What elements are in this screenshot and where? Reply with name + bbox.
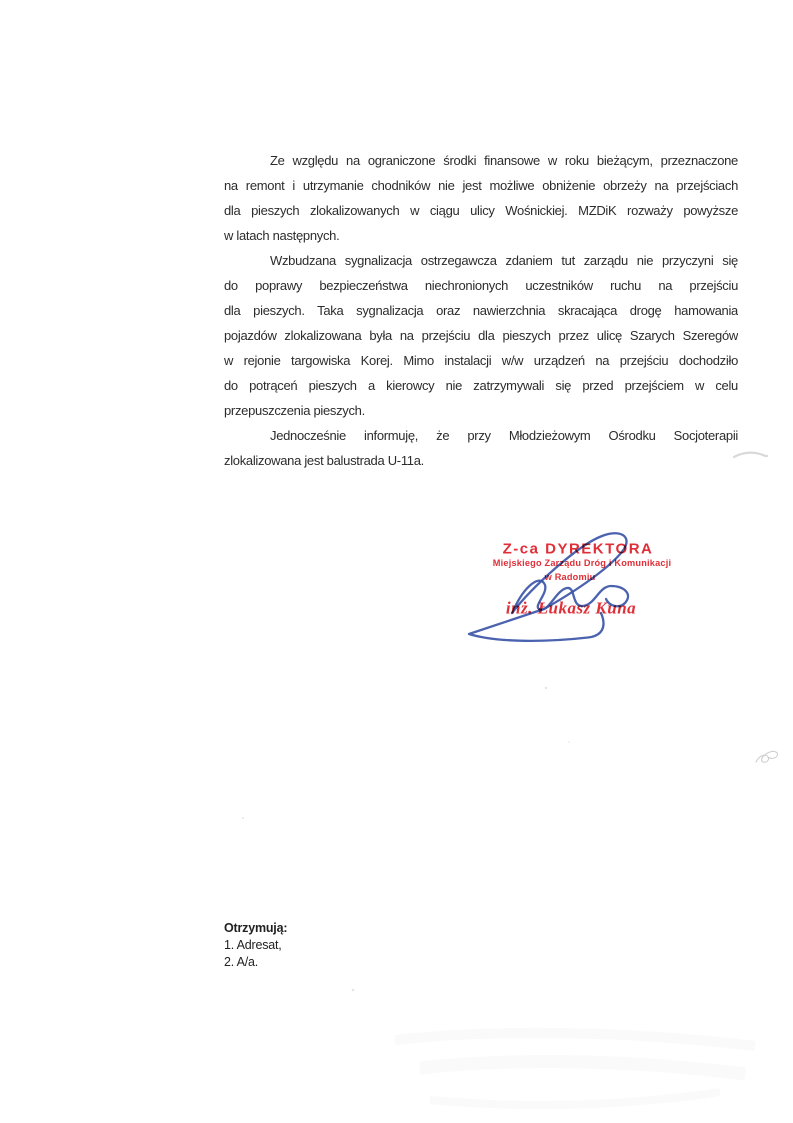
text-line: zlokalizowana jest balustrada U-11a. [224, 453, 424, 468]
scan-speck [568, 741, 570, 743]
scan-ghost-streak [430, 1092, 720, 1105]
scan-ghost-streak [420, 1061, 745, 1074]
text-line: do poprawy bezpieczeństwa niechronionych uczestników ruchu na przejściu [224, 278, 738, 293]
text-line: dla pieszych. Taka sygnalizacja oraz nawierzchnia skracająca drogę hamowania [224, 303, 738, 318]
text-line: na remont i utrzymanie chodników nie jest możliwe obniżenie obrzeży na przejściach [224, 178, 738, 193]
text-line: Jednocześnie informuję, że przy Młodzieżowym Ośrodku Socjoterapii [270, 428, 738, 443]
distribution-list [224, 920, 287, 971]
scan-speck [242, 817, 244, 819]
text-line: dla pieszych zlokalizowanych w ciągu ulicy Wośnickiej. MZDiK rozważy powyższe [224, 203, 738, 218]
text-line: w latach następnych. [224, 228, 340, 243]
scan-speck [545, 687, 547, 689]
distribution-item: 2. A/a. [224, 955, 259, 969]
text-line: pojazdów zlokalizowana była na przejściu dla pieszych przez ulicę Szarych Szeregów [224, 328, 738, 343]
text-line: w rejonie targowiska Korej. Mimo instalacji w/w urządzeń na przejściu dochodziło [224, 353, 738, 368]
distribution-heading: Otrzymują: [224, 921, 288, 935]
paragraph-2 [224, 248, 738, 423]
paragraph-1 [224, 148, 738, 248]
scan-ghost-streak [395, 1033, 755, 1046]
distribution-item: 1. Adresat, [224, 938, 282, 952]
text-line: Wzbudzana sygnalizacja ostrzegawcza zdaniem tut zarządu nie przyczyni się [270, 253, 738, 268]
text-line: do potrąceń pieszych a kierowcy nie zatrzymywali się przed przejściem w celu [224, 378, 738, 393]
text-line: przepuszczenia pieszych. [224, 403, 365, 418]
paragraph-3 [224, 423, 738, 473]
scan-scribble [756, 751, 778, 762]
stamp-organization: Miejskiego Zarządu Dróg i Komunikacji [492, 558, 672, 568]
letter-body [224, 148, 738, 473]
director-stamp [440, 515, 700, 660]
scan-smudge [734, 453, 767, 457]
stamp-city: w Radomiu [544, 572, 596, 582]
stamp-title: Z-ca DYREKTORA [502, 540, 654, 558]
scan-speck [352, 989, 355, 992]
stamp-signer-name: inż. Łukasz Kuna [505, 598, 637, 618]
text-line: Ze względu na ograniczone środki finansowe w roku bieżącym, przeznaczone [270, 153, 738, 168]
